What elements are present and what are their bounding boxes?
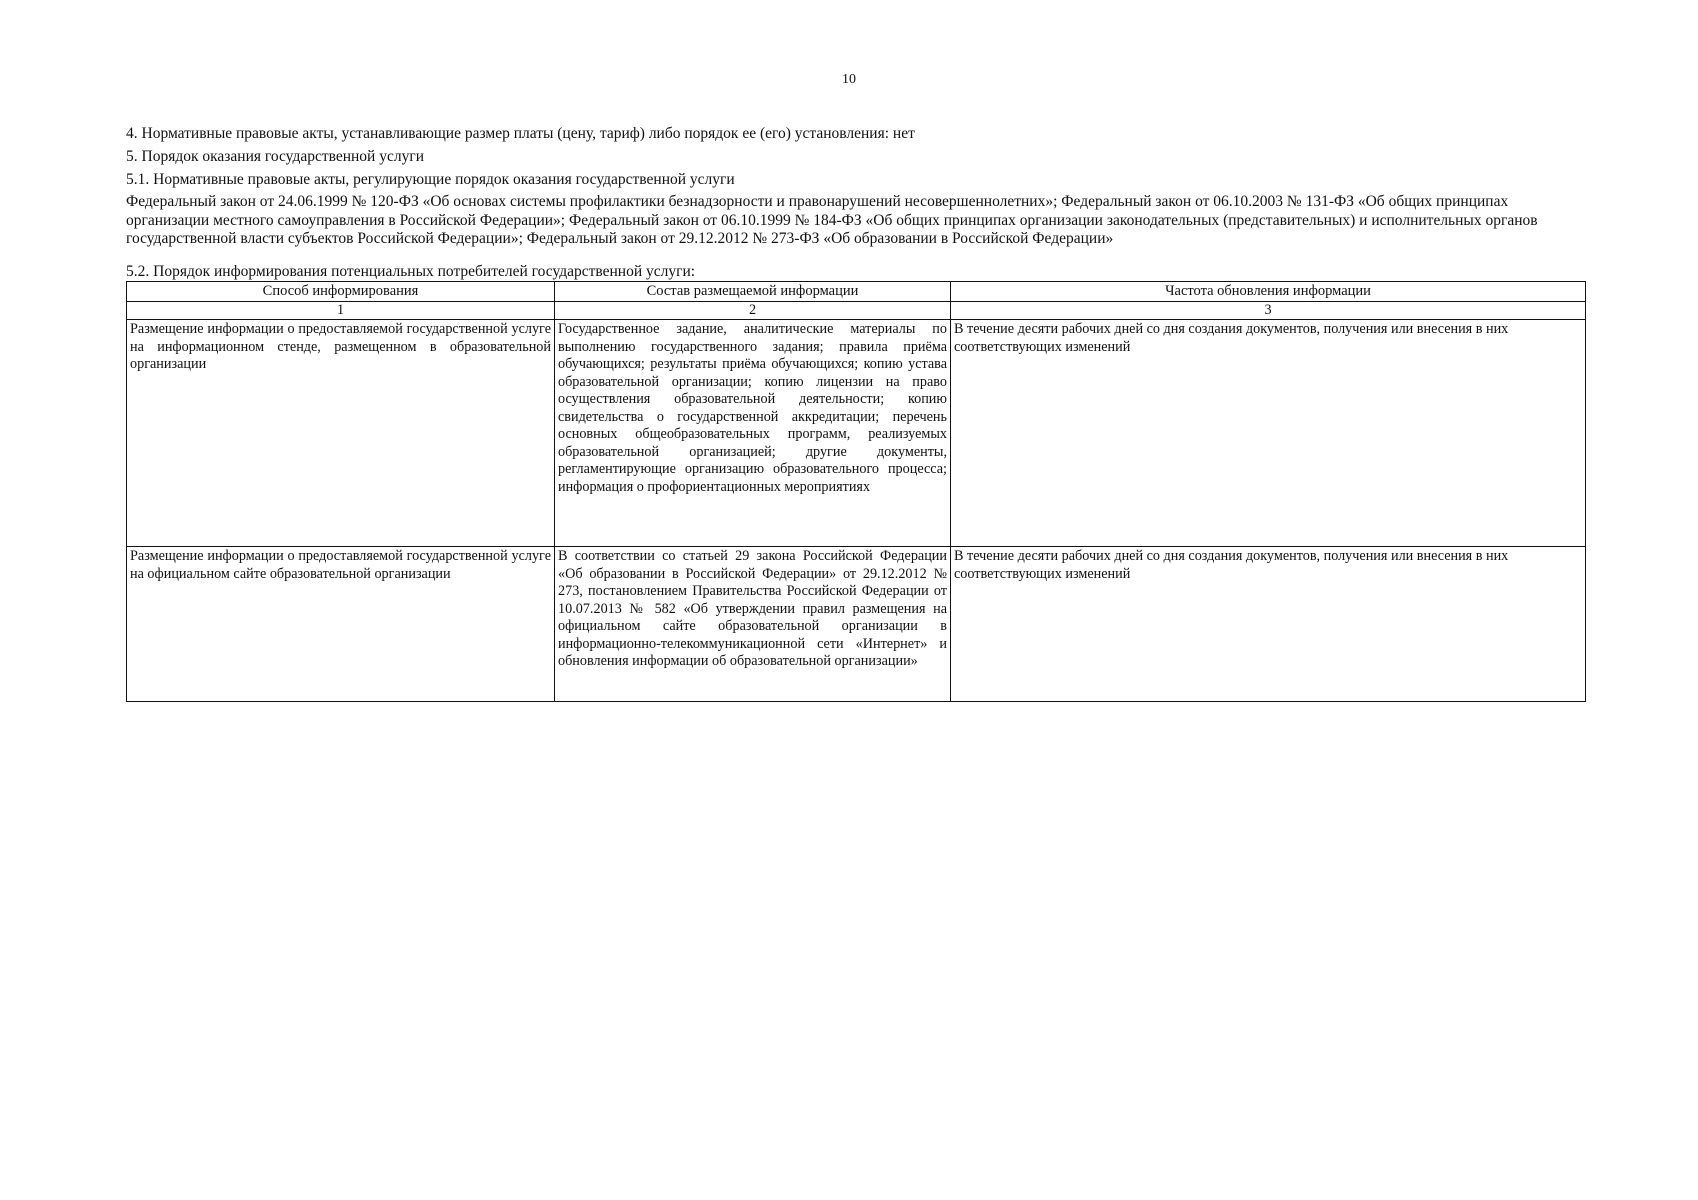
table-caption: 5.2. Порядок информирования потенциальных потребителей государственной услуги: [126,262,696,280]
column-number: 1 [127,301,555,320]
frequency-cell: В течение десяти рабочих дней со дня создания документов, получения или внесения в них соответствующих изменений [951,320,1586,547]
method-cell: Размещение информации о предоставляемой государственной услуге на официальном сайте образовательной организации [127,547,555,702]
table-header-row [127,281,1586,301]
section-5-1-heading: 5.1. Нормативные правовые акты, регулирующие порядок оказания государственной услуги [126,171,735,188]
section-4-heading: 4. Нормативные правовые акты, устанавливающие размер платы (цену, тариф) либо порядок ее (его) установления: нет [126,125,915,142]
document-body [126,124,1576,702]
header-content: Состав размещаемой информации [555,281,951,301]
section-5-heading: 5. Порядок оказания государственной услуги [126,148,424,165]
column-number: 3 [951,301,1586,320]
method-cell: Размещение информации о предоставляемой государственной услуге на информационном стенде, размещенном в образовательной организации [127,320,555,547]
content-cell: В соответствии со статьей 29 закона Российской Федерации «Об образовании в Российской Федерации» от 29.12.2012 № 273, постановлением Правительства Российской Федерации от 10.07.2013 № 582 «Об утверждении правил размещения на официальном сайте образовательной организации в информационно-телекоммуникационной сети «Интернет» и обновления информации об образовательной организации» [555,547,951,702]
header-frequency: Частота обновления информации [951,281,1586,301]
frequency-cell: В течение десяти рабочих дней со дня создания документов, получения или внесения в них соответствующих изменений [951,547,1586,702]
column-number-row [127,301,1586,320]
page-number: 10 [842,72,856,87]
column-number: 2 [555,301,951,320]
content-cell: Государственное задание, аналитические материалы по выполнению государственного задания; правила приёма обучающихся; результаты приёма обучающихся; копию устава образовательной организации; копию лицензии на право осуществления образовательной деятельности; копию свидетельства о государственной аккредитации; перечень основных общеобразовательных программ, реализуемых образовательной организацией; другие документы, регламентирующие организацию образовательного процесса; информация о профориентационных мероприятиях [555,320,951,547]
informing-table [126,281,1586,703]
table-row [127,320,1586,547]
laws-paragraph: Федеральный закон от 24.06.1999 № 120-ФЗ «Об основах системы профилактики безнадзорности и правонарушений несовершеннолетних»; Федеральный закон от 06.10.2003 № 131-ФЗ «Об общих принципах организации местного самоуправления в Российской Федерации»; Федеральный закон от 06.10.1999 № 184-ФЗ «Об общих принципах организации законодательных (представительных) и исполнительных органов государственной власти субъектов Российской Федерации»; Федеральный закон от 29.12.2012 № 273-ФЗ «Об образовании в Российской Федерации» [126,193,1538,247]
header-method: Способ информирования [127,281,555,301]
table-row [127,547,1586,702]
